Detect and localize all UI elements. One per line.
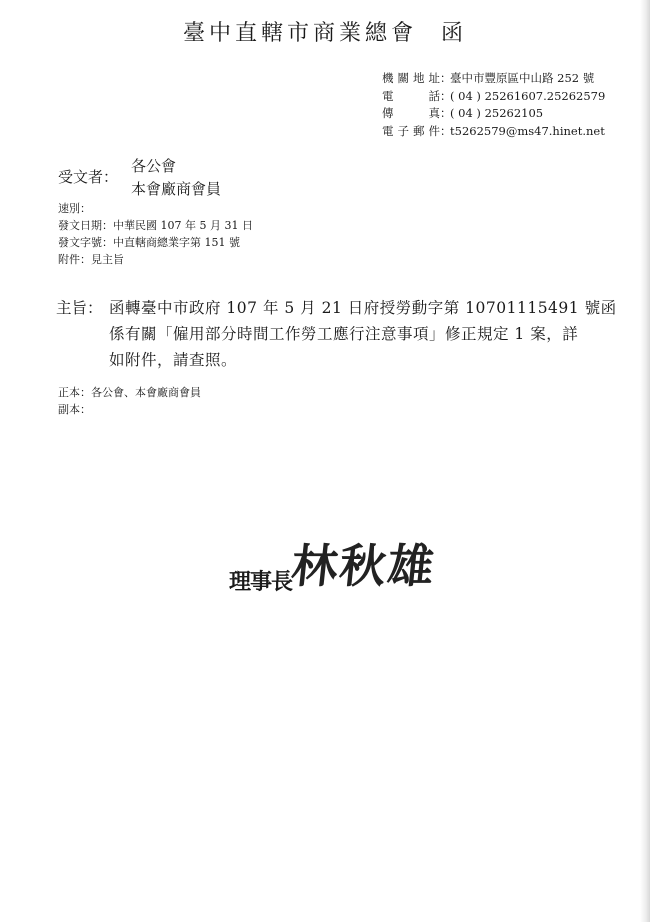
info-phone <box>382 88 605 104</box>
info-phone-label: 電話 <box>382 89 440 103</box>
meta-attachment: 附件：見主旨 <box>58 253 124 266</box>
letterhead-title <box>0 16 650 47</box>
subject-label: 主旨： <box>56 299 103 317</box>
signature-stamp <box>229 530 439 596</box>
info-fax <box>382 105 543 121</box>
distribution-copy: 副本： <box>58 403 91 416</box>
page-edge-shadow <box>640 0 650 922</box>
subject-line-1: 函轉臺中市政府 107 年 5 月 21 日府授勞動字第 10701115491 號函 <box>109 299 617 317</box>
org-name: 臺中直轄市商業總會 <box>182 21 417 46</box>
signature-name: 林秋雄 <box>288 539 439 593</box>
recipient-label: 受文者： <box>58 168 119 186</box>
recipient-line-1: 各公會 <box>131 157 177 175</box>
info-address-label: 機關地址 <box>382 71 440 85</box>
meta-speed: 速別： <box>58 202 91 215</box>
subject-line-3: 如附件，請查照。 <box>109 351 238 369</box>
info-address <box>382 70 594 86</box>
meta-doc-number: 發文字號：中直轄商總業字第 151 號 <box>58 236 240 249</box>
info-phone-value: ( 04 ) 25261607.25262579 <box>450 89 606 103</box>
info-fax-label: 傳真 <box>382 106 440 120</box>
meta-date: 發文日期：中華民國 107 年 5 月 31 日 <box>58 219 253 232</box>
doc-type: 函 <box>441 21 468 46</box>
recipient-line-2: 本會廠商會員 <box>131 180 222 198</box>
info-phone-sep: ： <box>440 89 452 103</box>
info-email-sep: ： <box>440 124 452 138</box>
info-email-value: t5262579@ms47.hinet.net <box>450 124 605 138</box>
info-fax-value: ( 04 ) 25262105 <box>450 106 544 120</box>
subject-line-2: 係有關「僱用部分時間工作勞工應行注意事項」修正規定 1 案，詳 <box>109 325 579 343</box>
distribution-original: 正本：各公會、本會廠商會員 <box>58 386 201 399</box>
info-email <box>382 123 605 139</box>
info-email-label: 電子郵件 <box>382 124 440 138</box>
signature-title: 理事長 <box>229 570 293 595</box>
info-address-value: 臺中市豐原區中山路 252 號 <box>450 71 595 85</box>
info-address-sep: ： <box>440 71 452 85</box>
info-fax-sep: ： <box>440 106 452 120</box>
